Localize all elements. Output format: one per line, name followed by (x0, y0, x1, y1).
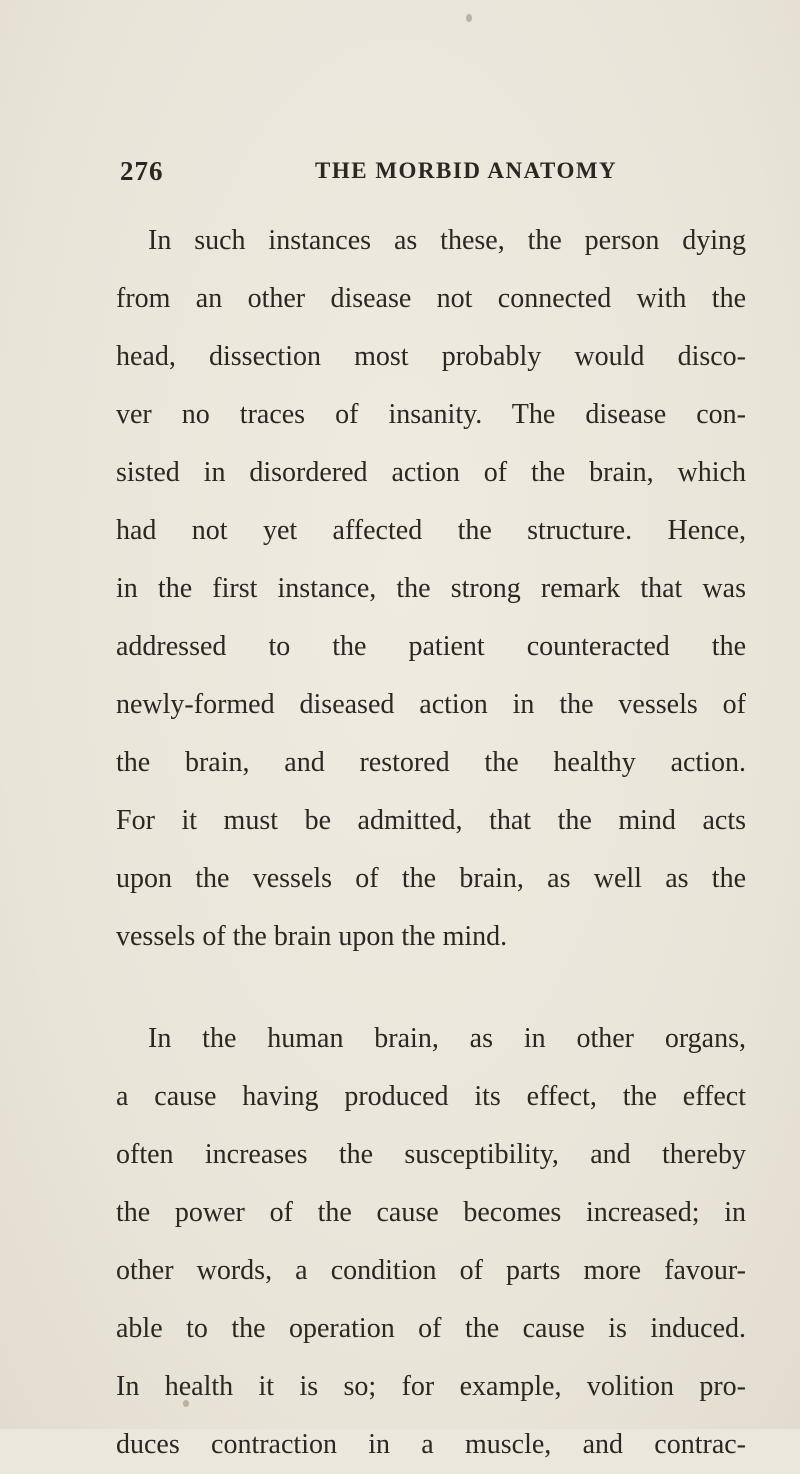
text-line: newly-formed diseased action in the vessels of (116, 689, 746, 720)
text-line: vessels of the brain upon the mind. (116, 921, 508, 952)
text-line: sisted in disordered action of the brain, which (116, 457, 746, 488)
text-line: head, dissection most probably would disco- (116, 341, 746, 372)
text-line: In the human brain, as in other organs, (148, 1023, 746, 1054)
text-line: able to the operation of the cause is induced. (116, 1313, 746, 1344)
text-line: had not yet affected the structure. Hence, (116, 515, 746, 546)
text-line: the power of the cause becomes increased; in (116, 1197, 746, 1228)
text-line: For it must be admitted, that the mind acts (116, 805, 746, 836)
running-head (120, 156, 740, 190)
text-line: from an other disease not connected with the (116, 283, 746, 314)
text-line: the brain, and restored the healthy action. (116, 747, 746, 778)
paragraph-1 (116, 212, 746, 966)
paper-speck (466, 14, 472, 22)
text-line: often increases the susceptibility, and thereby (116, 1139, 746, 1170)
text-line: other words, a condition of parts more favour- (116, 1255, 746, 1286)
text-line: duces contraction in a muscle, and contrac- (116, 1429, 746, 1460)
text-line: a cause having produced its effect, the effect (116, 1081, 746, 1112)
text-line: ver no traces of insanity. The disease con- (116, 399, 746, 430)
body-text (116, 212, 746, 1474)
text-line: In such instances as these, the person dying (148, 225, 746, 256)
paragraph-2 (116, 1010, 746, 1474)
page-number: 276 (120, 156, 164, 186)
text-line: addressed to the patient counteracted the (116, 631, 746, 662)
paragraph-gap (116, 966, 746, 1010)
text-line: in the first instance, the strong remark that was (116, 573, 746, 604)
running-title: THE MORBID ANATOMY (315, 158, 618, 183)
text-line: In health it is so; for example, volition pro- (116, 1371, 746, 1402)
text-line: upon the vessels of the brain, as well as the (116, 863, 746, 894)
